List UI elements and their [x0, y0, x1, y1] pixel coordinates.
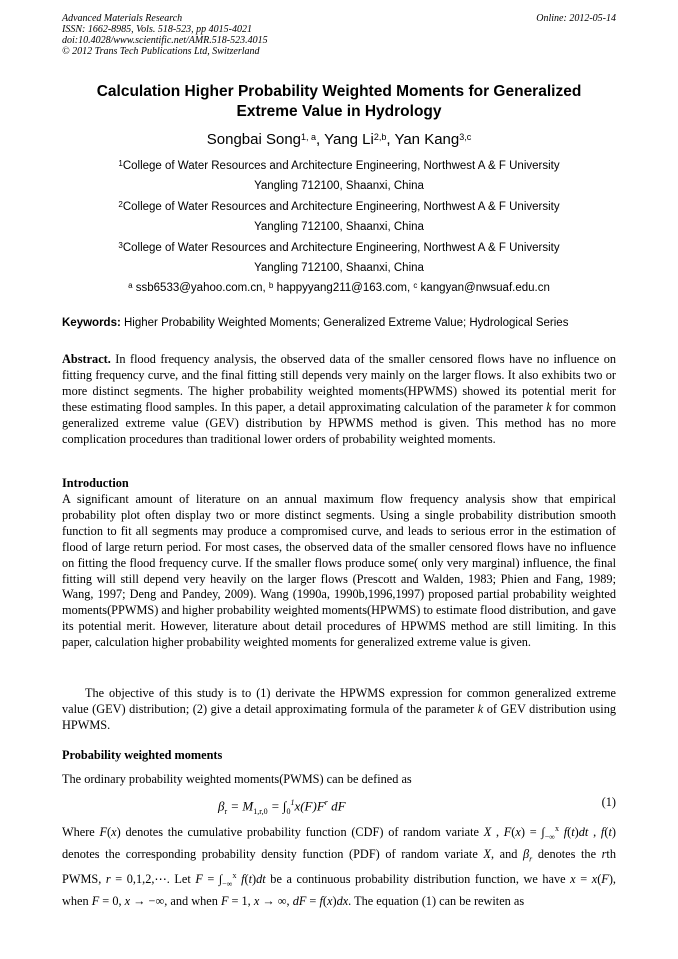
author-2: Yang Li — [324, 131, 374, 148]
paragraph-text: Where — [62, 825, 100, 840]
doi-line: doi:10.4028/www.scientific.net/AMR.518-523.4015 — [62, 35, 268, 46]
affiliation-text: College of Water Resources and Architecture Engineering, Northwest A & F University — [122, 160, 560, 172]
math-k: k — [477, 701, 484, 716]
affiliation-text: College of Water Resources and Architecture Engineering, Northwest A & F University — [122, 241, 560, 254]
abstract — [62, 352, 616, 447]
introduction-paragraph-2 — [62, 686, 616, 734]
math-k: k — [546, 399, 552, 414]
affiliation-1-address: Yangling 712100, Shaanxi, China — [254, 180, 424, 193]
paragraph-text: th PWMS, — [62, 846, 616, 887]
affiliation-3 — [62, 238, 616, 258]
email-b[interactable]: happyyang211@163.com — [276, 282, 407, 295]
copyright-line: © 2012 Trans Tech Publications Ltd, Switzerland — [62, 46, 260, 57]
introduction-paragraph-1: A significant amount of literature on an annual maximum flow frequency analysis show that empirical probability plot often display two or more distinct segments. Using a single probability distribution smooth function to fit all segments may produce a compromised curve, and leads to serious error in the estimation of flood of large return period. For most cases, the observed data of the smaller censored flows have no influence on fitting the flood frequency curve. If the smaller flows produce some( only very marginal) influence, the final fitting will still depend very heavily on the larger flows (Prescott and Walden, 1983; Phien and Fang, 1989; Wang, 1997; Deng and Pandey, 2009). Wang (1990a, 1990b,1996,1997) proposed partial probability weighted moments(PPWMS) and higher probability weighted moments(HPWMS) to estimate flood distribution, and gave its potential merit. However, literature about detail procedures of HPWMS method are still limiting. In this paper, calculation higher probability weighted moments for generalized extreme value is given. — [62, 492, 616, 650]
keywords-label: Keywords: — [62, 317, 121, 329]
abstract-label: Abstract. — [62, 352, 111, 366]
author-1-sup: 1, a — [301, 132, 317, 142]
journal-header — [62, 13, 616, 57]
paragraph-text: . Let — [166, 872, 196, 887]
paragraph-text: , when — [62, 872, 616, 909]
introduction-heading: Introduction — [62, 476, 129, 490]
email-a[interactable]: ssb6533@yahoo.com.cn — [135, 282, 263, 295]
paragraph-text: , and when — [164, 894, 221, 909]
abstract-text: In flood frequency analysis, the observed data of the smaller censored flows have no influence on fitting frequency curve, and the final fitting still depends very mainly on the larger flows. It also exhibits two or more distinct segments. The higher probability weighted moments(HPWMS) showed its potential merit for these estimating flood samples. In this paper, a detail approximating calculation of the parameter — [62, 352, 616, 414]
affiliation-number: 1 — [118, 159, 123, 168]
author-list — [62, 130, 616, 150]
affiliation-number: 2 — [118, 199, 123, 209]
email-sup: c — [413, 281, 418, 291]
online-date: Online: 2012-05-14 — [536, 13, 616, 24]
affiliation-1 — [62, 156, 616, 176]
paragraph-text: be a continuous probability distribution function, we have — [265, 872, 571, 887]
paragraph-text: denotes the cumulative probability function (CDF) of random variate — [120, 825, 484, 840]
paragraph-text: . The equation (1) can be rewiten as — [348, 894, 525, 909]
issn-line: ISSN: 1662-8985, Vols. 518-523, pp 4015-4021 — [62, 24, 252, 35]
author-3-sup: 3,c — [459, 132, 472, 142]
pwm-definitions: Where F(x) denotes the cumulative probability function (CDF) of random variate X , $F(x) = \int_{-\infty}^x$ f(t)dt , f(t) denotes the corresponding probability density function (PDF) of random variate X, and $\beta_r$ denotes the rth PWMS, r = 0,1,2,⋯. Let $F = \int_{-\infty}^x$ f(t)dt be a continuous probability distribution function, we have x = x(F), when F = 0, x → −∞, and when F = 1, x → ∞, dF = f(x)dx. The equation (1) can be rewiten as — [62, 824, 616, 909]
keywords-text: Higher Probability Weighted Moments; Generalized Extreme Value; Hydrological Series — [124, 317, 569, 329]
author-sep: , — [386, 131, 395, 148]
author-3: Yan Kang — [394, 131, 460, 148]
affiliation-2-address: Yangling 712100, Shaanxi, China — [254, 221, 424, 234]
paragraph-text: denotes the corresponding probability density function (PDF) of random variate — [62, 846, 484, 861]
paragraph-text: of GEV distribution using HPWMS. — [62, 701, 616, 732]
journal-name: Advanced Materials Research — [62, 13, 183, 24]
affiliation-number: 3 — [118, 240, 123, 250]
abstract-text: for common generalized extreme value (GEV) distribution by HPWMS method is given. This method has no more complication procedures than traditional lower orders of probability weighted moments. — [62, 399, 616, 446]
paragraph-text: denotes the — [532, 846, 602, 861]
math-r: r — [601, 846, 607, 861]
pwm-heading: Probability weighted moments — [62, 748, 223, 762]
title-line-2: Extreme Value in Hydrology — [236, 103, 442, 120]
affiliation-2 — [62, 197, 616, 217]
paper-title — [62, 82, 616, 122]
author-2-sup: 2,b — [373, 132, 387, 142]
affiliation-text: College of Water Resources and Architecture Engineering, Northwest A & F University — [122, 200, 560, 213]
pwm-intro: The ordinary probability weighted moments(PWMS) can be defined as — [62, 772, 412, 786]
email-sup: a — [128, 281, 133, 291]
email-c[interactable]: kangyan@nwsuaf.edu.cn — [420, 282, 550, 295]
equation-1-number: (1) — [601, 795, 616, 809]
keywords — [62, 316, 622, 330]
affiliations — [62, 156, 616, 299]
equation-1: $\beta_r = M_{1,r,0} = \int_0^1x(F)F^r$ dF — [218, 798, 346, 816]
paragraph-text: The objective of this study is to (1) derivate the HPWMS expression for common generalized extreme value (GEV) distribution; (2) give a detail approximating formula of the parameter — [62, 686, 616, 716]
paragraph-text: , and — [490, 846, 523, 861]
email-sup: b — [268, 281, 274, 291]
affiliation-3-address: Yangling 712100, Shaanxi, China — [254, 262, 424, 275]
author-1: Songbai Song — [206, 131, 301, 148]
author-sep: , — [316, 131, 325, 148]
title-line-1: Calculation Higher Probability Weighted Moments for Generalized — [96, 83, 582, 100]
email-line: $^a$ ssb6533@yahoo.com.cn, $^b$ happyyang211@163.com, $^c$ kangyan@nwsuaf.edu.cn — [128, 281, 550, 295]
